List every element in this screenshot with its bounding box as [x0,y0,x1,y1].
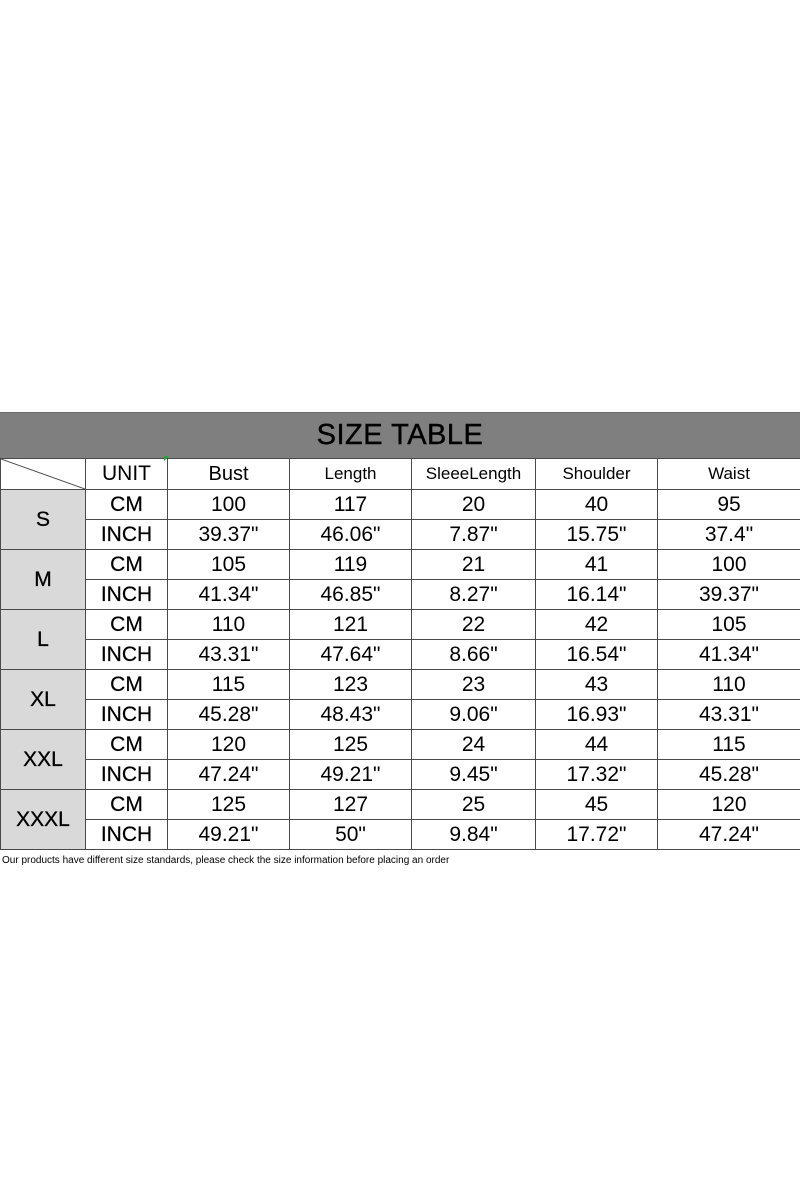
shoulder-value: 15.75" [536,520,658,550]
length-value: 48.43" [290,700,412,730]
bust-value: 49.21" [168,820,290,850]
shoulder-value: 42 [536,610,658,640]
shoulder-value: 17.32" [536,760,658,790]
waist-value: 45.28" [658,760,800,790]
size-table [0,458,800,850]
waist-value: 41.34" [658,640,800,670]
length-value: 121 [290,610,412,640]
title-bar [0,412,800,458]
waist-value: 100 [658,550,800,580]
sleeve-length-value: 25 [412,790,536,820]
waist-value: 110 [658,670,800,700]
length-value: 123 [290,670,412,700]
sleeve-length-value: 9.45" [412,760,536,790]
table-row [1,610,800,640]
shoulder-value: 16.14" [536,580,658,610]
unit-label: CM [86,610,168,640]
waist-value: 120 [658,790,800,820]
table-row [1,700,800,730]
sleeve-length-value: 21 [412,550,536,580]
corner-marker [164,456,169,461]
size-label: S [1,490,86,550]
sleeve-length-value: 9.84" [412,820,536,850]
header-row [1,459,800,490]
size-label: XXXL [1,790,86,850]
table-row [1,730,800,760]
size-label: XL [1,670,86,730]
chart-title: SIZE TABLE [316,419,484,451]
header-unit: UNIT [86,459,168,490]
sleeve-length-value: 22 [412,610,536,640]
waist-value: 43.31" [658,700,800,730]
length-value: 50" [290,820,412,850]
header-waist: Waist [658,459,800,490]
bust-value: 100 [168,490,290,520]
table-row [1,670,800,700]
bust-value: 110 [168,610,290,640]
waist-value: 39.37" [658,580,800,610]
sleeve-length-value: 20 [412,490,536,520]
unit-label: CM [86,730,168,760]
bust-value: 115 [168,670,290,700]
unit-label: INCH [86,640,168,670]
unit-label: CM [86,670,168,700]
shoulder-value: 43 [536,670,658,700]
unit-label: INCH [86,820,168,850]
bust-value: 120 [168,730,290,760]
size-label: M [1,550,86,610]
unit-label: INCH [86,520,168,550]
length-value: 119 [290,550,412,580]
table-row [1,760,800,790]
diagonal-line [1,459,85,489]
corner-cell [1,459,86,490]
header-shoulder: Shoulder [536,459,658,490]
length-value: 117 [290,490,412,520]
bust-value: 43.31" [168,640,290,670]
header-bust: Bust [168,459,290,490]
length-value: 125 [290,730,412,760]
length-value: 47.64" [290,640,412,670]
size-label: XXL [1,730,86,790]
bust-value: 105 [168,550,290,580]
table-row [1,640,800,670]
unit-label: CM [86,790,168,820]
size-label: L [1,610,86,670]
header-length: Length [290,459,412,490]
shoulder-value: 45 [536,790,658,820]
bust-value: 47.24" [168,760,290,790]
bust-value: 45.28" [168,700,290,730]
length-value: 127 [290,790,412,820]
sleeve-length-value: 8.27" [412,580,536,610]
shoulder-value: 17.72" [536,820,658,850]
bust-value: 125 [168,790,290,820]
length-value: 46.85" [290,580,412,610]
unit-label: INCH [86,580,168,610]
sleeve-length-value: 8.66" [412,640,536,670]
unit-label: CM [86,490,168,520]
shoulder-value: 16.54" [536,640,658,670]
table-row [1,820,800,850]
length-value: 49.21" [290,760,412,790]
unit-label: INCH [86,760,168,790]
waist-value: 37.4" [658,520,800,550]
waist-value: 105 [658,610,800,640]
sleeve-length-value: 7.87" [412,520,536,550]
waist-value: 115 [658,730,800,760]
table-row [1,520,800,550]
shoulder-value: 44 [536,730,658,760]
size-chart [0,412,800,850]
sleeve-length-value: 23 [412,670,536,700]
table-row [1,490,800,520]
length-value: 46.06" [290,520,412,550]
sleeve-length-value: 24 [412,730,536,760]
shoulder-value: 40 [536,490,658,520]
waist-value: 95 [658,490,800,520]
sleeve-length-value: 9.06" [412,700,536,730]
unit-label: CM [86,550,168,580]
bust-value: 39.37" [168,520,290,550]
shoulder-value: 16.93" [536,700,658,730]
header-sleeve-length: SleeeLength [412,459,536,490]
table-row [1,790,800,820]
footnote: Our products have different size standards, please check the size information before placing an order [2,855,450,866]
table-row [1,580,800,610]
bust-value: 41.34" [168,580,290,610]
shoulder-value: 41 [536,550,658,580]
unit-label: INCH [86,700,168,730]
waist-value: 47.24" [658,820,800,850]
table-row [1,550,800,580]
